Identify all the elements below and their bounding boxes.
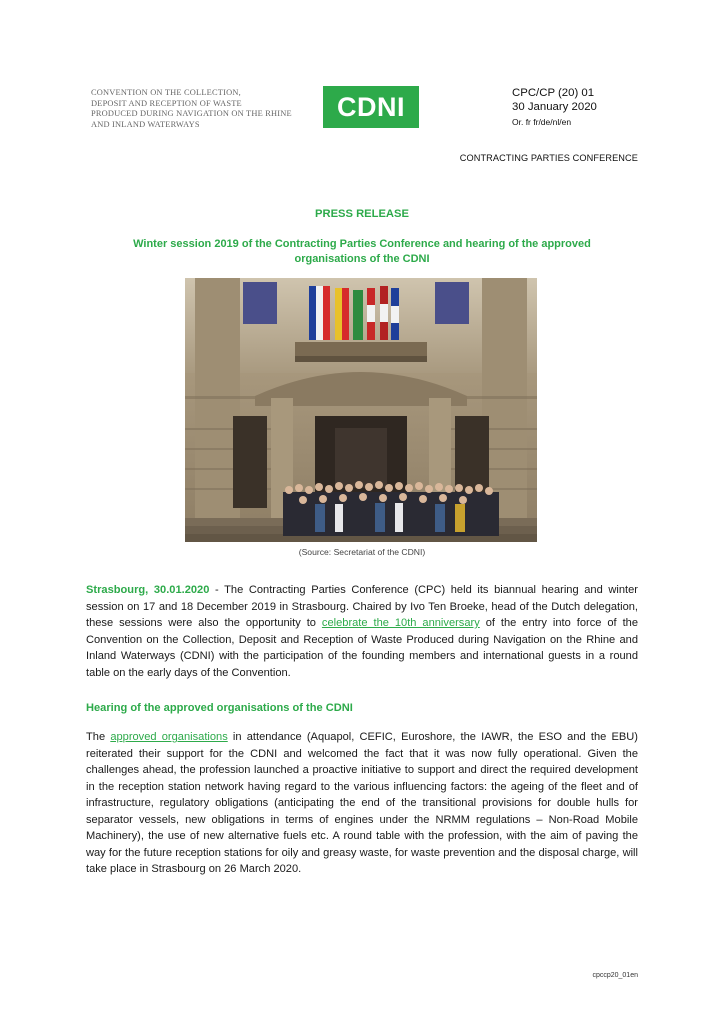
- document-reference: [512, 86, 597, 129]
- convention-line-1: CONVENTION ON THE COLLECTION,: [91, 88, 241, 97]
- convention-line-4: AND INLAND WATERWAYS: [91, 119, 200, 129]
- conference-label: CONTRACTING PARTIES CONFERENCE: [459, 153, 638, 163]
- paragraph-intro: [86, 582, 638, 681]
- paragraph-hearing-text-b: in attendance (Aquapol, CEFIC, Euroshore, the IAWR, the ESO and the EBU) reiterated their support for the CDNI and welcomed the fact that it was now fully operational. Given the challenges ahead, the profession launched a proactive initiative to support and direct the required development in the reception station network having regard to the various influencing factors: the ageing of the fleet and of infrastructure, regulatory obligations (anticipating the end of the transitional provisions for double hulls for separator vessels, new obligations in terms of engines under the NRMM regulations – Non-Road Mobile Machinery), the use of new alternative fuels etc. A round table with the profession, with the aim of paving the way for the future reception stations for oily and greasy waste, for waste prevention and the disposal charge, will take place in Strasbourg on 26 March 2020.: [86, 731, 638, 875]
- paragraph-intro-text-a: - The Contracting Parties Conference (CPC) held its biannual hearing and winter session on 17 and 18 December 2019 in Strasbourg. Chaired by Ivo Ten Broeke, head of the Dutch delegation, these sessions were also the opportunity to: [86, 584, 638, 629]
- doc-date: 30 January 2020: [512, 101, 597, 113]
- convention-line-3: PRODUCED DURING NAVIGATION ON THE RHINE: [91, 109, 292, 119]
- press-release-subtitle: Winter session 2019 of the Contracting Parties Conference and hearing of the approved organisations of the CDNI: [133, 238, 591, 265]
- footer-code: cpccp20_01en: [592, 972, 638, 979]
- cdni-logo: [323, 86, 419, 128]
- anniversary-link[interactable]: celebrate the 10th anniversary: [321, 617, 480, 629]
- convention-line-2: DEPOSIT AND RECEPTION OF WASTE: [91, 98, 242, 108]
- building-photo-illustration: [185, 278, 537, 542]
- paragraph-hearing: [86, 729, 638, 878]
- group-photo: [185, 278, 537, 542]
- doc-languages: Or. fr fr/de/nl/en: [512, 117, 572, 127]
- paragraph-hearing-text-a: The: [86, 731, 111, 743]
- photo-caption: (Source: Secretariat of the CDNI): [298, 547, 426, 557]
- doc-code: CPC/CP (20) 01: [512, 87, 595, 99]
- approved-organisations-link[interactable]: approved organisations: [110, 731, 228, 743]
- logo-text: CDNI: [337, 91, 405, 122]
- dateline: Strasbourg, 30.01.2020: [86, 584, 210, 596]
- convention-title: [91, 88, 311, 130]
- press-release-title: PRESS RELEASE: [315, 208, 409, 220]
- section-heading: Hearing of the approved organisations of the CDNI: [86, 702, 353, 714]
- paragraph-intro-text-b: of the entry into force of the Convention on the Collection, Deposit and Reception of Waste Produced during Navigation on the Rhine and Inland Waterways (CDNI) with the participation of the founding members and international guests in a round table on the early days of the Convention.: [86, 617, 638, 679]
